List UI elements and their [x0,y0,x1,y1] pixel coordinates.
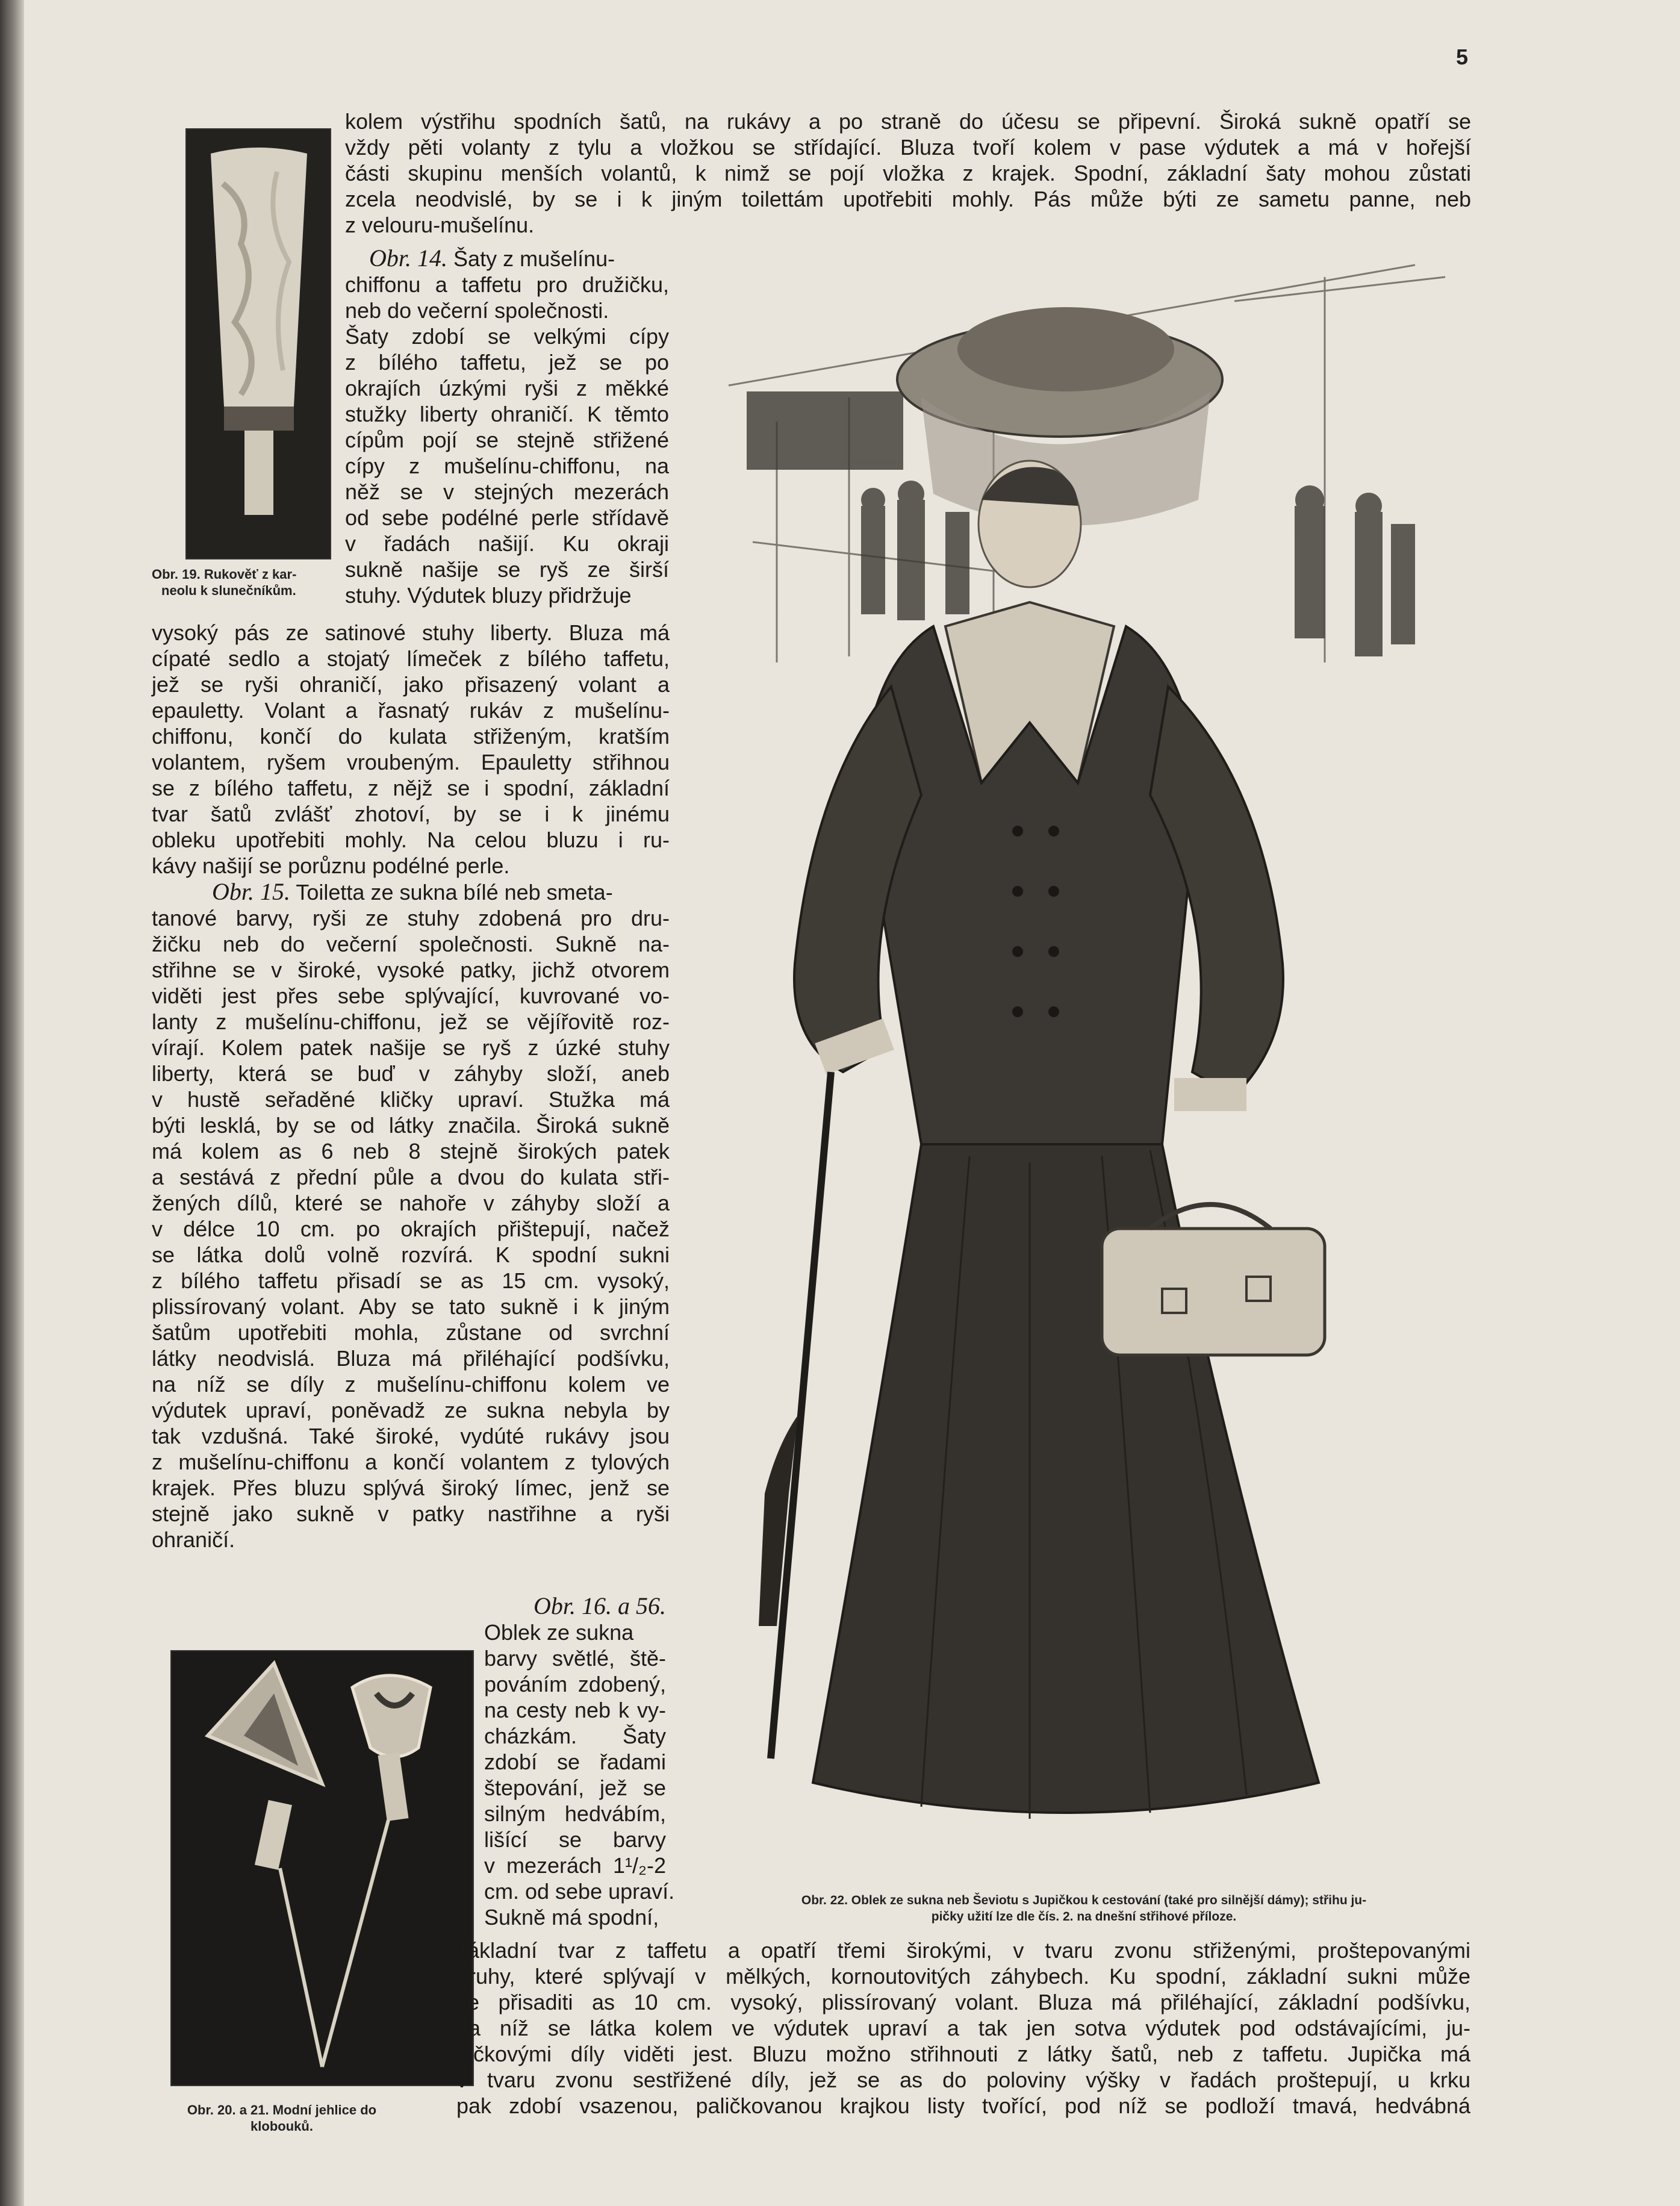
parasol-handle-image [187,129,330,558]
caption-figure-22: Obr. 22. Oblek ze sukna neb Ševiotu s Jupičkou k cestování (také pro silnější dámy); střihu ju- pičky užití lze dle čís. 2. na dnešní střihové příloze. [801,1893,1367,1924]
figure-22-travel-suit-illustration [692,241,1475,1867]
page-number: 5 [1456,45,1469,69]
hat-pins-image [172,1651,473,2085]
obr14-lead: Obr. 14. [369,245,448,272]
obr16-narrow-column: Obr. 16. a 56. Oblek ze sukna barvy světlé, ště- pováním zdobený, na cesty neb k vy- cházkám. Šaty zdobí se řadami štepování, jež se silným hedvábím, lišící se barvy v mezerách 1¹/₂-2 cm. od sebe upraví. Sukně má spodní, [484,1592,675,1930]
caption-figure-20-21: Obr. 20. a 21. Modní jehlice do klobouků. [187,2102,377,2134]
bottom-paragraph: základní tvar z taffetu a opatří třemi širokými, v tvaru zvonu střiženými, proštepovanými pruhy, které splývají v mělkých, kornoutovitých záhybech. Ku spodní, základní sukni může se přisaditi as 10 cm. vysoký, plissírovaný volant. Bluza má přiléhající, základní podšívku, na níž se látka kolem ve výdutek upraví a tak jen sotva výdutek pod odstávajícími, ju- pičkovými díly viděti jest. Bluzu možno střihnouti z látky šatů, neb z taffetu. Jupička má v tvaru zvonu sestřižené díly, jež se as do poloviny výšky v řadách proštepují, u krku pak zdobí vsazenou, paličkovanou krajkou listy tvořící, pod níž se podloží tmavá, hedvábná [456,1938,1470,2118]
obr14-obr15-column: vysoký pás ze satinové stuhy liberty. Bluza má cípaté sedlo a stojatý límeček z bílého taffetu, jež se ryši ohraničí, jako přisazený volant a epauletty. Volant a řasnatý rukáv z mušelínu- chiffonu, končí do kulata střiženým, kratším volantem, ryšem vroubeným. Epauletty střihnou se z bílého taffetu, z nějž se i spodní, základní tvar šatů zvlášť zhotoví, by se i k jinému obleku upotřebiti mohly. Na celou bluzu i ru- kávy našijí se porůznu podélné perle. Obr. 15. Toiletta ze sukna bílé neb smeta- tanové barvy, ryši ze stuhy zdobená pro dru- žičku neb do večerní společnosti. Sukně na- střihne se v široké, vysoké patky, jichž otvorem viděti jest přes sebe splývající, kuvrované vo- lanty z mušelínu-chiffonu, jež se vějířovitě roz- vírají. Kolem patek našije se ryš z úzké stuhy liberty, která se buď v záhyby složí, aneb v hustě seřaděné kličky upraví. Stužka má býti lesklá, by se od látky značila. Široká sukně má kolem as 6 neb 8 stejně širokých patek a sestává z přední půle a dvou do kulata stři- žených dílů, které se nahoře v záhyby složí a v délce 10 cm. po okrajích přištepují, načež se látka dolů volně rozvírá. K spodní sukni z bílého taffetu přisadí se as 15 cm. vysoký, plissírovaný volant. Aby se tato sukně i k jiným šatům upotřebiti mohla, zůstane od svrchní látky neodvislá. Bluza má přiléhající podšívku, na níž se díly z mušelínu-chiffonu kolem ve výdutek upraví, poněvadž ze sukna nebyla by tak vzdušná. Také široké, vydúté rukávy jsou z mušelínu-chiffonu a končí volantem z tylových krajek. Přes bluzu splývá široký límec, jenž se stejně jako sukně v patky nastřihne a ryši ohraničí. [152,620,670,1552]
figure-19-parasol-handle [185,128,331,559]
figure-20-21-hat-pins [170,1650,474,2086]
obr15-lead: Obr. 15. [212,878,291,905]
woman-travel-suit-image [692,241,1475,1867]
binding-spine [0,0,24,2206]
obr16-lead: Obr. 16. a 56. [533,1592,666,1619]
top-paragraph: kolem výstřihu spodních šatů, na rukávy a po straně do účesu se připevní. Široká sukně opatří se vždy pěti volanty z tylu a vložkou se střídající. Bluza tvoří kolem v pase výdutek a má v hořejší části skupinu menších volantů, k nimž se pojí vložka z krajek. Spodní, základní šaty mohou zůstati zcela neodvislé, by se i k jiným toilettám upotřebiti mohly. Pás může býti ze sametu panne, neb z velouru-mušelínu. [345,109,1471,237]
obr14-narrow-column: Obr. 14. Šaty z mušelínu- chiffonu a taffetu pro družičku, neb do večerní společnosti. Šaty zdobí se velkými cípy z bílého taffetu, jež se po okrajích úzkými ryši z měkké stužky liberty ohraničí. K těmto cípům pojí se stejně střižené cípy z mušelínu-chiffonu, na něž se v stejných mezerách od sebe podélné perle střídavě v řadách našijí. Ku okraji sukně našije se ryš ze širší stuhy. Výdutek bluzy přidržuje [345,245,669,608]
caption-figure-19: Obr. 19. Rukověť z kar- neolu k slunečníkům. [152,567,297,598]
